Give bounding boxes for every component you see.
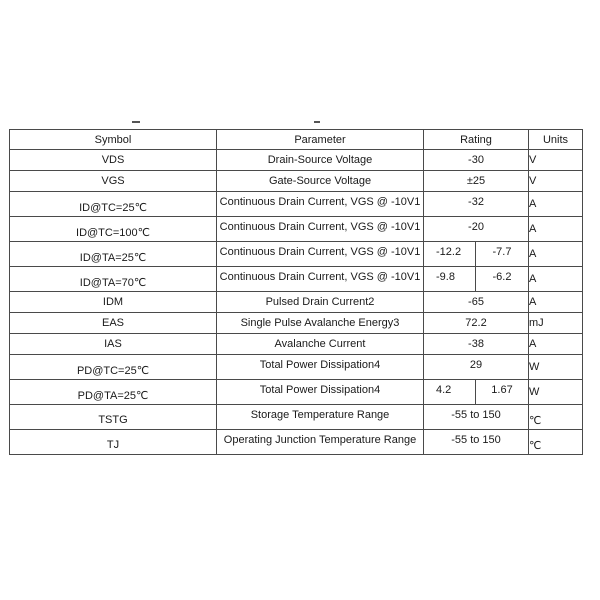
symbol-text: ID@TC=100℃: [76, 226, 150, 239]
rating-value-b: -6.2: [492, 271, 512, 283]
symbol-text: PD@TA=25℃: [77, 389, 149, 402]
unit-cell: [529, 405, 583, 430]
symbol-cell: [10, 171, 217, 192]
table-row: [10, 242, 583, 267]
rating-cell-b: [476, 380, 529, 405]
unit-text: A: [529, 296, 537, 308]
symbol-text: TJ: [106, 439, 120, 451]
unit-text: V: [529, 175, 537, 187]
parameter-text: Continuous Drain Current, VGS @ -10V1: [219, 196, 421, 208]
symbol-cell: [10, 192, 217, 217]
table-row: [10, 355, 583, 380]
table-row: [10, 380, 583, 405]
rating-value-a: -9.8: [436, 271, 455, 283]
parameter-text: Operating Junction Temperature Range: [223, 434, 417, 446]
absolute-maximum-ratings-table: [9, 129, 583, 455]
header-rating: Rating: [424, 130, 529, 150]
rating-cell-a: [424, 267, 476, 292]
rating-value: 29: [469, 359, 483, 371]
table-row: [10, 430, 583, 455]
unit-text: A: [529, 248, 537, 260]
unit-text: ℃: [529, 439, 542, 452]
rating-cell: [424, 192, 529, 217]
unit-text: W: [529, 386, 540, 398]
parameter-text: Total Power Dissipation4: [259, 359, 381, 371]
symbol-text: VDS: [101, 154, 125, 166]
parameter-cell: [217, 380, 424, 405]
table-row: [10, 171, 583, 192]
parameter-text: Continuous Drain Current, VGS @ -10V1: [219, 221, 421, 233]
symbol-cell: [10, 405, 217, 430]
rating-cell-b: [476, 242, 529, 267]
table-header-row: [10, 130, 583, 150]
unit-text: A: [529, 338, 537, 350]
symbol-cell: [10, 150, 217, 171]
parameter-text: Gate-Source Voltage: [268, 175, 372, 187]
unit-cell: [529, 355, 583, 380]
rating-cell: [424, 355, 529, 380]
rating-cell: [424, 292, 529, 313]
parameter-cell: [217, 355, 424, 380]
rating-cell-a: [424, 242, 476, 267]
rating-cell: [424, 334, 529, 355]
unit-text: A: [529, 273, 537, 285]
symbol-text: ID@TA=25℃: [79, 251, 147, 264]
header-units: Units: [529, 130, 583, 150]
parameter-cell: [217, 242, 424, 267]
symbol-cell: [10, 380, 217, 405]
symbol-cell: [10, 313, 217, 334]
parameter-text: Single Pulse Avalanche Energy3: [240, 317, 400, 329]
rating-value: 72.2: [465, 317, 487, 329]
parameter-text: Pulsed Drain Current2: [265, 296, 375, 308]
header-parameter: Parameter: [217, 130, 424, 150]
rating-value: -65: [468, 296, 484, 308]
rating-cell: [424, 150, 529, 171]
symbol-text: ID@TA=70℃: [79, 276, 147, 289]
rating-value-b: 1.67: [491, 384, 513, 396]
symbol-text: VGS: [101, 175, 125, 187]
unit-cell: [529, 150, 583, 171]
rating-value: -32: [468, 196, 484, 208]
symbol-cell: [10, 217, 217, 242]
rating-value: -55 to 150: [451, 409, 501, 421]
parameter-cell: [217, 313, 424, 334]
symbol-text: IDM: [102, 296, 124, 308]
rating-value: ±25: [466, 175, 486, 187]
unit-cell: [529, 334, 583, 355]
parameter-text: Storage Temperature Range: [250, 409, 390, 421]
parameter-text: Avalanche Current: [274, 338, 366, 350]
unit-cell: [529, 380, 583, 405]
symbol-text: TSTG: [98, 414, 128, 426]
parameter-cell: [217, 267, 424, 292]
unit-text: A: [529, 223, 537, 235]
rating-cell: [424, 430, 529, 455]
rating-cell-b: [476, 267, 529, 292]
cropped-text-fragment: [128, 117, 338, 125]
table-row: [10, 405, 583, 430]
parameter-cell: [217, 430, 424, 455]
symbol-text: PD@TC=25℃: [76, 364, 150, 377]
rating-value: -30: [468, 154, 484, 166]
parameter-cell: [217, 217, 424, 242]
symbol-text: ID@TC=25℃: [79, 201, 147, 214]
table-row: [10, 313, 583, 334]
symbol-text: IAS: [104, 338, 122, 350]
rating-cell: [424, 171, 529, 192]
unit-cell: [529, 192, 583, 217]
unit-text: mJ: [529, 317, 544, 329]
symbol-cell: [10, 355, 217, 380]
parameter-cell: [217, 334, 424, 355]
header-symbol: Symbol: [10, 130, 217, 150]
parameter-cell: [217, 171, 424, 192]
table-row: [10, 267, 583, 292]
rating-value: -20: [468, 221, 484, 233]
symbol-cell: [10, 334, 217, 355]
rating-cell: [424, 405, 529, 430]
unit-cell: [529, 171, 583, 192]
parameter-cell: [217, 150, 424, 171]
rating-value: -38: [468, 338, 484, 350]
unit-text: A: [529, 198, 537, 210]
parameter-text: Drain-Source Voltage: [267, 154, 373, 166]
parameter-cell: [217, 292, 424, 313]
parameter-text: Continuous Drain Current, VGS @ -10V1: [219, 271, 421, 283]
table-row: [10, 292, 583, 313]
parameter-cell: [217, 405, 424, 430]
table-row: [10, 150, 583, 171]
rating-cell-a: [424, 380, 476, 405]
rating-value: -55 to 150: [451, 434, 501, 446]
rating-cell: [424, 313, 529, 334]
rating-value-a: -12.2: [436, 246, 462, 258]
parameter-text: Total Power Dissipation4: [259, 384, 381, 396]
unit-cell: [529, 217, 583, 242]
symbol-cell: [10, 292, 217, 313]
table-row: [10, 334, 583, 355]
rating-value-a: 4.2: [436, 384, 452, 396]
symbol-cell: [10, 430, 217, 455]
symbol-cell: [10, 267, 217, 292]
unit-cell: [529, 242, 583, 267]
unit-cell: [529, 430, 583, 455]
unit-text: ℃: [529, 414, 542, 427]
unit-cell: [529, 292, 583, 313]
parameter-text: Continuous Drain Current, VGS @ -10V1: [219, 246, 421, 258]
unit-text: W: [529, 361, 540, 373]
unit-cell: [529, 267, 583, 292]
symbol-cell: [10, 242, 217, 267]
table-row: [10, 217, 583, 242]
parameter-cell: [217, 192, 424, 217]
rating-value-b: -7.7: [492, 246, 512, 258]
unit-cell: [529, 313, 583, 334]
table-row: [10, 192, 583, 217]
rating-cell: [424, 217, 529, 242]
unit-text: V: [529, 154, 537, 166]
symbol-text: EAS: [101, 317, 124, 329]
